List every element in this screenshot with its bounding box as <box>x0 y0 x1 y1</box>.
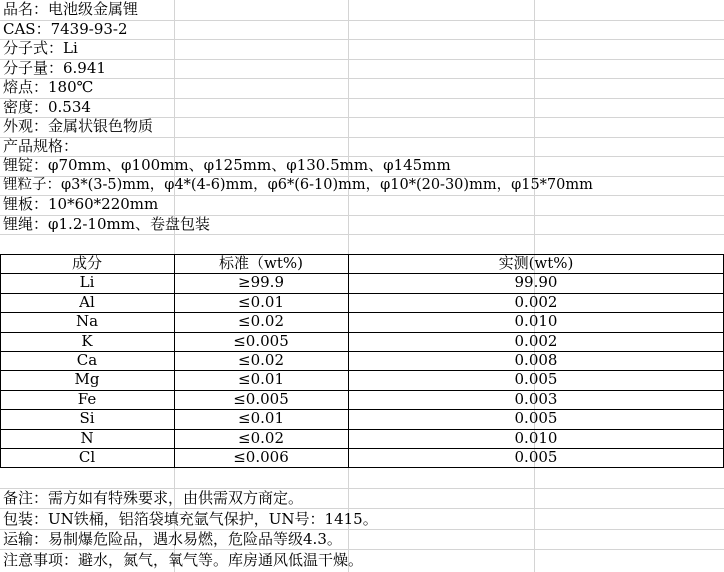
table-row <box>0 370 724 389</box>
header-component: 成分 <box>71 254 102 272</box>
molecular-formula: 分子式：Li <box>3 39 78 57</box>
cell-element: Na <box>75 312 99 331</box>
table-row <box>0 448 724 467</box>
lithium-rope-spec: 锂绳：φ1.2-10mm、卷盘包装 <box>3 214 210 233</box>
cell-element: Fe <box>77 389 97 408</box>
cell-element: K <box>81 331 93 350</box>
table-border <box>0 429 724 430</box>
cell-standard: ≤0.02 <box>238 351 284 369</box>
cell-measured: 0.005 <box>514 448 558 466</box>
cell-measured: 0.005 <box>514 409 558 428</box>
table-border <box>0 448 724 449</box>
grid-row-line <box>0 117 724 118</box>
cell-element: Li <box>79 273 95 292</box>
table-row <box>0 351 724 370</box>
product-spec-title: 产品规格： <box>3 136 79 155</box>
table-border <box>0 370 724 371</box>
cell-measured: 0.002 <box>514 331 558 350</box>
table-row <box>0 332 724 351</box>
table-header-row <box>0 254 724 273</box>
composition-table <box>0 254 724 468</box>
header-measured: 实测(wt%) <box>498 254 574 272</box>
appearance: 外观：金属状银色物质 <box>3 117 154 135</box>
table-row <box>0 409 724 428</box>
cell-standard: ≤0.005 <box>233 389 289 408</box>
table-row <box>0 293 724 312</box>
grid-row-line <box>0 78 724 79</box>
table-border <box>0 312 724 313</box>
table-border <box>0 332 724 333</box>
table-row <box>0 312 724 331</box>
table-border <box>0 254 1 467</box>
cell-measured: 0.005 <box>514 370 558 389</box>
cell-standard: ≤0.02 <box>238 428 284 447</box>
lithium-granule-spec: 锂粒子：φ3*(3-5)mm，φ4*(4-6)mm，φ6*(6-10)mm，φ10*(20-30)mm，φ15*70mm <box>3 176 593 193</box>
note-transport: 运输：易制爆危险品，遇水易燃，危险品等级4.3。 <box>3 530 342 548</box>
grid-row-line <box>0 59 724 60</box>
cell-element: Mg <box>74 370 100 389</box>
cell-measured: 99.90 <box>514 273 558 292</box>
grid-row-line <box>0 156 724 157</box>
table-border <box>348 254 349 467</box>
lithium-ingot-spec: 锂锭：φ70mm、φ100mm、φ125mm、φ130.5mm、φ145mm <box>3 156 451 174</box>
lithium-plate-spec: 锂板：10*60*220mm <box>3 195 159 213</box>
table-border <box>0 273 724 274</box>
cell-measured: 0.008 <box>514 351 558 369</box>
table-border <box>174 254 175 467</box>
note-remark: 备注：需方如有特殊要求，由供需双方商定。 <box>3 489 304 507</box>
cell-measured: 0.010 <box>514 428 558 447</box>
cell-standard: ≥99.9 <box>238 273 284 292</box>
cell-standard: ≤0.01 <box>238 292 284 311</box>
table-border <box>0 254 724 255</box>
grid-row-line <box>0 176 724 177</box>
table-row <box>0 429 724 448</box>
grid-row-line <box>0 234 724 235</box>
grid-row-line <box>0 215 724 216</box>
table-border <box>0 351 724 352</box>
grid-row-line <box>0 39 724 40</box>
table-border <box>0 293 724 294</box>
table-border <box>0 390 724 391</box>
cell-standard: ≤0.01 <box>238 370 284 389</box>
grid-row-line <box>0 20 724 21</box>
cell-element: N <box>80 428 94 447</box>
cell-standard: ≤0.02 <box>238 312 284 331</box>
molecular-weight: 分子量：6.941 <box>3 58 106 77</box>
melting-point: 熔点：180℃ <box>3 78 94 96</box>
table-border <box>0 409 724 410</box>
cell-standard: ≤0.01 <box>238 409 284 428</box>
table-border <box>0 467 724 468</box>
density: 密度：0.534 <box>3 97 91 116</box>
cell-element: Si <box>79 409 95 428</box>
grid-row-line <box>0 137 724 138</box>
product-name: 品名：电池级金属锂 <box>3 0 139 18</box>
note-packaging: 包装：UN铁桶，铝箔袋填充氩气保护，UN号：1415。 <box>3 509 378 528</box>
header-standard: 标准（wt%) <box>219 254 303 272</box>
cell-standard: ≤0.005 <box>233 331 289 350</box>
table-row <box>0 273 724 292</box>
cas-number: CAS：7439-93-2 <box>3 19 128 38</box>
cell-element: Ca <box>76 351 98 369</box>
cell-measured: 0.003 <box>514 389 558 408</box>
cell-standard: ≤0.006 <box>233 448 289 466</box>
table-row <box>0 390 724 409</box>
cell-element: Cl <box>78 448 96 466</box>
grid-row-line <box>0 98 724 99</box>
grid-row-line <box>0 195 724 196</box>
cell-measured: 0.010 <box>514 312 558 331</box>
cell-measured: 0.002 <box>514 292 558 311</box>
note-precautions: 注意事项：避水，氮气，氧气等。库房通风低温干燥。 <box>3 550 364 569</box>
cell-element: Al <box>79 292 95 311</box>
